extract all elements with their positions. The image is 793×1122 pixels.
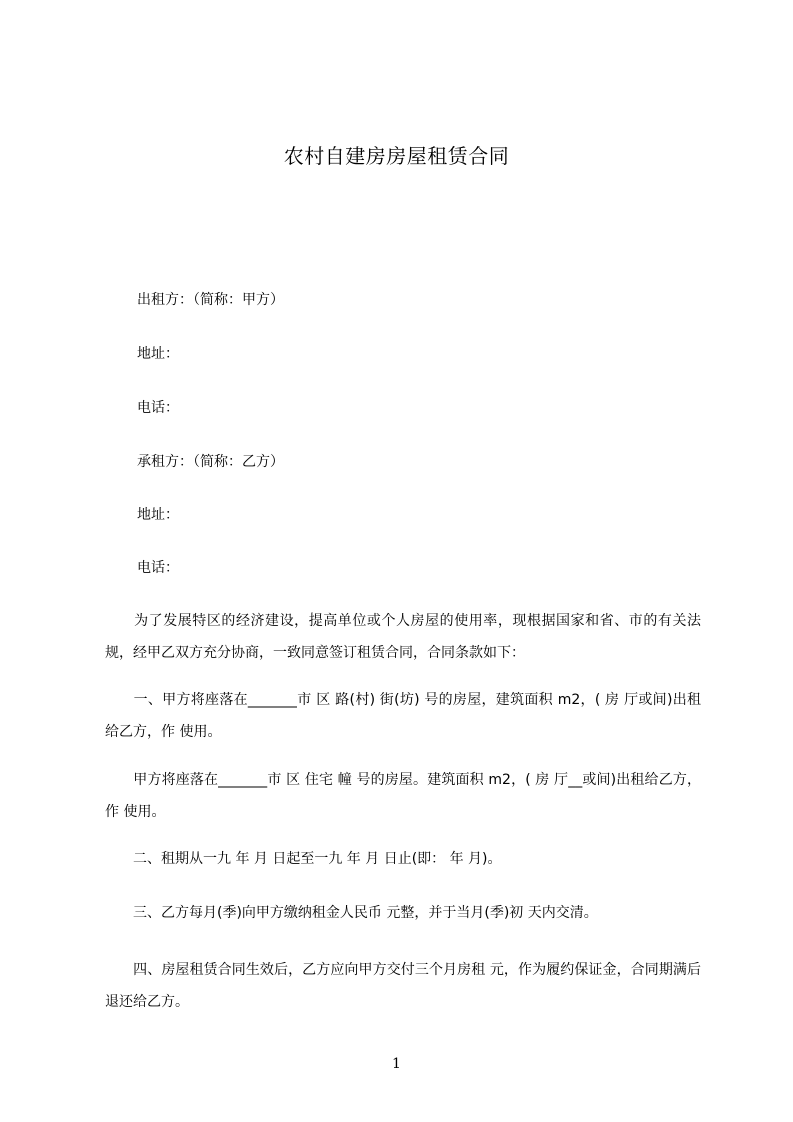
clause-2-paragraph: 二、租期从一九 年 月 日起至一九 年 月 日止(即： 年 月)。 <box>105 851 502 867</box>
lessee-line: 承租方：（简称：乙方） <box>137 454 284 470</box>
clause-1-paragraph: 一、甲方将座落在_______市 区 路(村) 街(坊) 号的房屋，建筑面积 m2，( 房 厅或间)出租给乙方，作 使用。 <box>105 692 701 740</box>
lessor-address-line: 地址： <box>137 346 179 362</box>
clause-1b-paragraph: 甲方将座落在_______市 区 住宅 幢 号的房屋。建筑面积 m2，( 房 厅__或间)出租给乙方，作 使用。 <box>105 772 701 820</box>
lessor-phone-line: 电话： <box>137 400 179 416</box>
lessor-line: 出租方：（简称：甲方） <box>137 292 284 308</box>
document-title: 农村自建房房屋租赁合同 <box>283 144 510 168</box>
page-number: 1 <box>392 1056 401 1072</box>
clause-4-paragraph: 四、房屋租赁合同生效后，乙方应向甲方交付三个月房租 元，作为履约保证金，合同期满后退还给乙方。 <box>105 962 701 1010</box>
lessee-address-line: 地址： <box>137 507 179 523</box>
preamble-paragraph: 为了发展特区的经济建设，提高单位或个人房屋的使用率，现根据国家和省、市的有关法规，经甲乙双方充分协商，一致同意签订租赁合同，合同条款如下： <box>105 613 701 661</box>
clause-3-paragraph: 三、乙方每月(季)向甲方缴纳租金人民币 元整，并于当月(季)初 天内交清。 <box>105 905 598 921</box>
lessee-phone-line: 电话： <box>137 560 179 576</box>
